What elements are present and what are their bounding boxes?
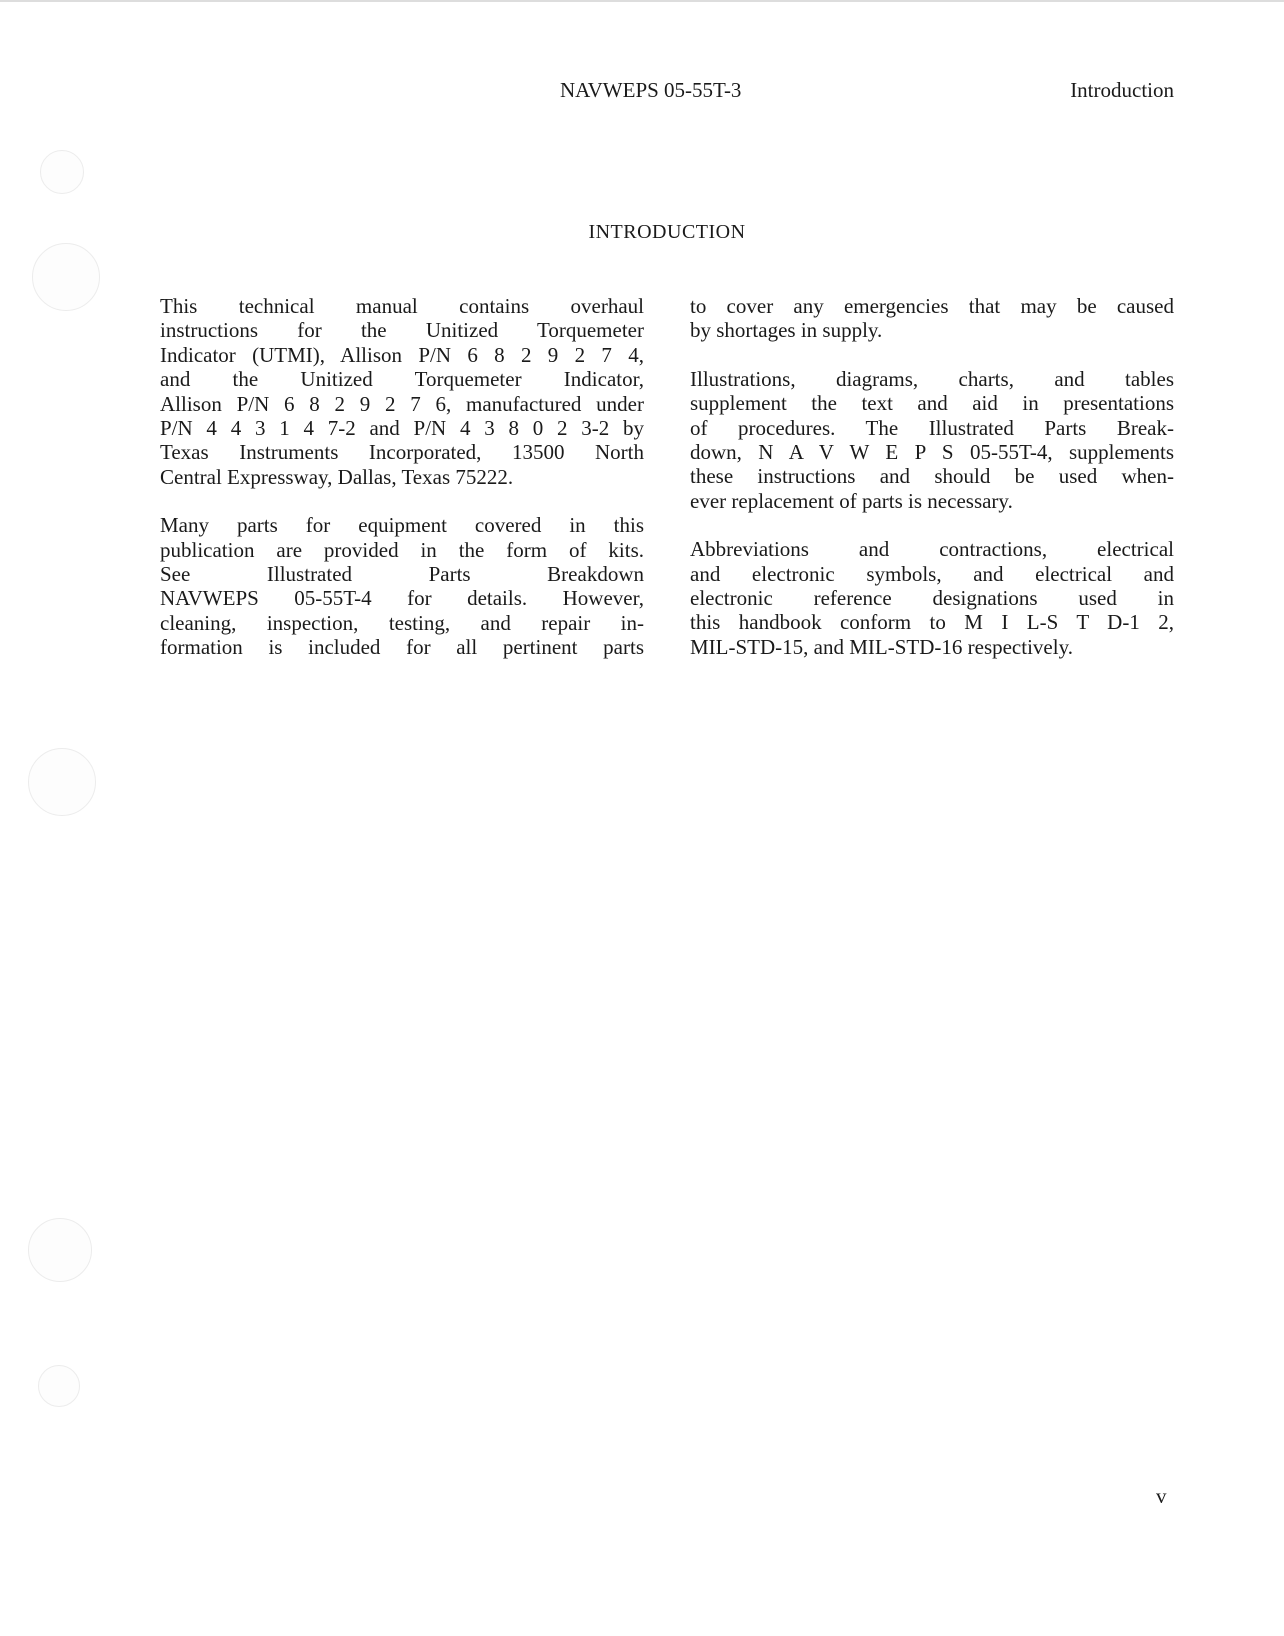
- text-line: Many parts for equipment covered in this: [160, 513, 644, 538]
- text-line: this handbook conform to M I L-S T D-1 2,: [690, 610, 1174, 635]
- right-column: [690, 294, 1174, 683]
- text-line: MIL-STD-15, and MIL-STD-16 respectively.: [690, 634, 1073, 659]
- text-line: publication are provided in the form of kits.: [160, 537, 644, 562]
- text-line: down, N A V W E P S 05-55T-4, supplements: [690, 440, 1174, 465]
- text-line: instructions for the Unitized Torquemeter: [160, 318, 644, 343]
- section-name: Introduction: [1070, 78, 1174, 102]
- page-title: INTRODUCTION: [588, 221, 746, 243]
- text-line: supplement the text and aid in presentations: [690, 391, 1174, 416]
- paragraph: [160, 513, 644, 659]
- text-line: these instructions and should be used when-: [690, 464, 1174, 489]
- text-line: Central Expressway, Dallas, Texas 75222.: [160, 464, 514, 489]
- text-line: and electronic symbols, and electrical and: [690, 561, 1174, 586]
- text-line: by shortages in supply.: [690, 318, 883, 343]
- text-line: electronic reference designations used in: [690, 586, 1174, 611]
- page-number: v: [1156, 1484, 1167, 1508]
- text-line: to cover any emergencies that may be caused: [690, 294, 1174, 318]
- text-line: Texas Instruments Incorporated, 13500 North: [160, 440, 644, 465]
- text-line: P/N 4 4 3 1 4 7-2 and P/N 4 3 8 0 2 3-2 by: [160, 416, 644, 441]
- paragraph: [160, 294, 644, 489]
- scan-edge: [0, 0, 1284, 2]
- text-line: and the Unitized Torquemeter Indicator,: [160, 367, 644, 392]
- text-line: Indicator (UTMI), Allison P/N 6 8 2 9 2 7 4,: [160, 342, 644, 367]
- text-line: cleaning, inspection, testing, and repair in-: [160, 610, 644, 635]
- document-number: NAVWEPS 05-55T-3: [560, 78, 742, 102]
- text-line: Allison P/N 6 8 2 9 2 7 6, manufactured under: [160, 391, 644, 416]
- text-line: This technical manual contains overhaul: [160, 294, 644, 318]
- left-column: [160, 294, 644, 684]
- text-line: of procedures. The Illustrated Parts Break-: [690, 415, 1174, 440]
- punch-hole: [28, 1218, 92, 1282]
- text-line: Abbreviations and contractions, electrical: [690, 537, 1174, 562]
- text-line: Illustrations, diagrams, charts, and tables: [690, 366, 1174, 391]
- paragraph: [690, 367, 1174, 513]
- text-line: ever replacement of parts is necessary.: [690, 488, 1013, 513]
- paragraph: [690, 294, 1174, 343]
- punch-hole: [28, 748, 96, 816]
- paragraph: [690, 537, 1174, 659]
- text-line: formation is included for all pertinent parts: [160, 635, 644, 660]
- punch-hole: [38, 1365, 80, 1407]
- punch-hole: [32, 243, 100, 311]
- text-line: NAVWEPS 05-55T-4 for details. However,: [160, 586, 644, 611]
- punch-hole: [40, 150, 84, 194]
- text-line: See Illustrated Parts Breakdown: [160, 562, 644, 587]
